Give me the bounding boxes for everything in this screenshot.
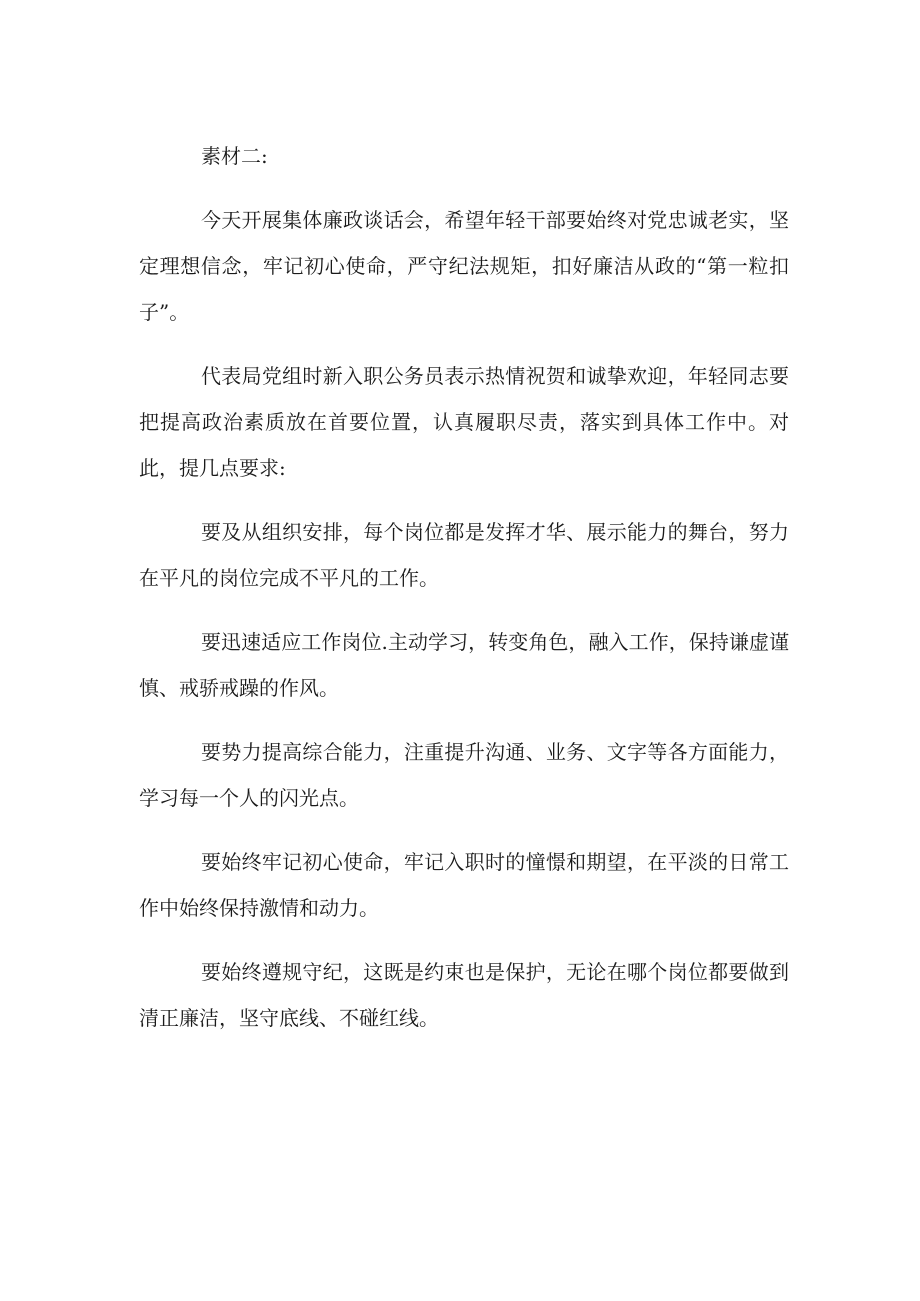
- paragraph-4: 要迅速适应工作岗位.主动学习，转变角色，融入工作，保持谦虚谨慎、戒骄戒躁的作风。: [139, 630, 789, 700]
- paragraph-6: 要始终牢记初心使命，牢记入职时的憧憬和期望，在平淡的日常工作中始终保持激情和动力。: [139, 850, 789, 920]
- document-body: [139, 133, 789, 1059]
- paragraph-2: 代表局党组时新入职公务员表示热情祝贺和诚挚欢迎，年轻同志要把提高政治素质放在首要位置，认真履职尽责，落实到具体工作中。对此，提几点要求:: [139, 364, 789, 480]
- paragraph-5: 要势力提高综合能力，注重提升沟通、业务、文字等各方面能力，学习每一个人的闪光点。: [139, 740, 789, 810]
- paragraph-1: 今天开展集体廉政谈话会，希望年轻干部要始终对党忠诚老实，坚定理想信念，牢记初心使命，严守纪法规矩，扣好廉洁从政的“第一粒扣子”。: [139, 208, 789, 324]
- section-heading: 素材二:: [201, 144, 268, 168]
- paragraph-3: 要及从组织安排，每个岗位都是发挥才华、展示能力的舞台，努力在平凡的岗位完成不平凡的工作。: [139, 520, 789, 590]
- paragraph-7: 要始终遵规守纪，这既是约束也是保护，无论在哪个岗位都要做到清正廉洁，坚守底线、不碰红线。: [139, 960, 789, 1030]
